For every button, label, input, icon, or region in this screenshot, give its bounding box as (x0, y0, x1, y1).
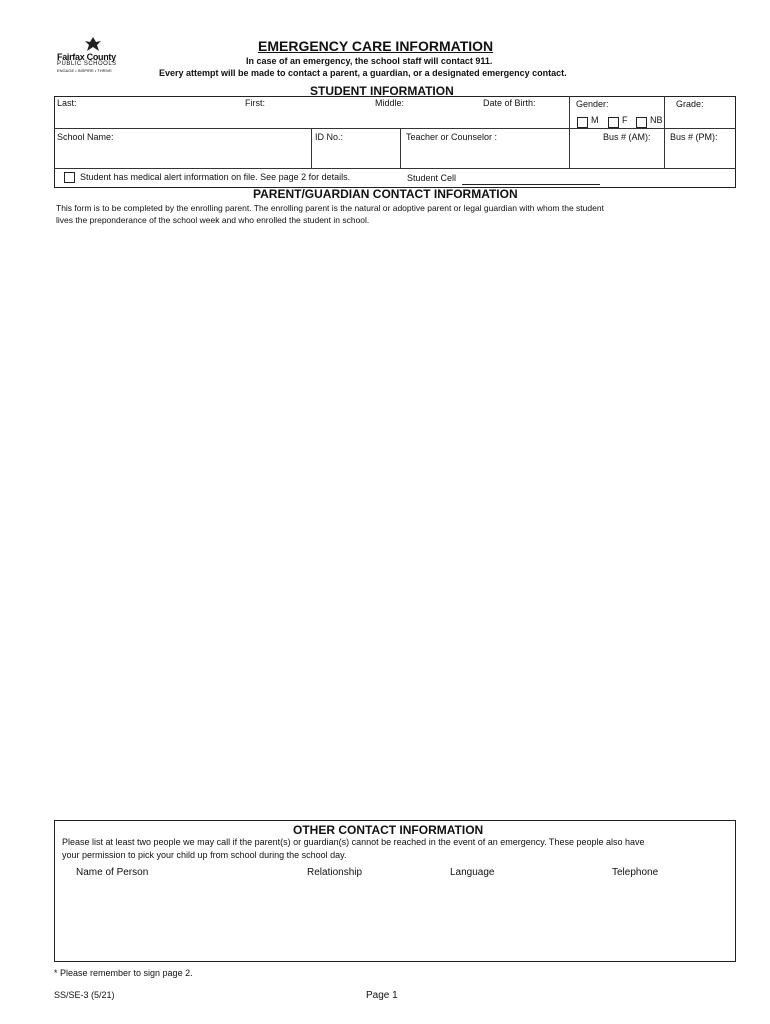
logo-emblem-icon (83, 36, 103, 52)
student-last-label: Last: (57, 98, 77, 108)
student-cell-label: Student Cell (407, 173, 457, 183)
gender-nb-checkbox[interactable] (636, 117, 647, 128)
student-gender-label: Gender: (576, 99, 609, 109)
col-relationship-header: Relationship (307, 867, 363, 878)
medical-alert-checkbox[interactable] (64, 172, 75, 183)
col-telephone-header: Telephone (612, 867, 659, 878)
other-contacts-intro2: your permission to pick your child up from school during the school day. (62, 850, 347, 860)
col-language-header: Language (450, 867, 495, 878)
medical-alert-label: Student has medical alert information on file. See page 2 for details. (80, 172, 351, 182)
bus-am-label: Bus # (AM): (603, 132, 651, 142)
parent-intro-line1: This form is to be completed by the enrolling parent. The enrolling parent is the natural or adoptive parent or legal guardian with whom the student (56, 203, 604, 213)
page-title: EMERGENCY CARE INFORMATION (258, 38, 494, 54)
student-middle-label: Middle: (375, 98, 405, 108)
logo-line3: ENGAGE • INSPIRE • THRIVE (57, 68, 112, 73)
fcps-logo (55, 36, 130, 76)
page-number: Page 1 (366, 990, 398, 1001)
student-section-heading: STUDENT INFORMATION (310, 84, 454, 98)
gender-m-checkbox[interactable] (577, 117, 588, 128)
logo-line2: PUBLIC SCHOOLS (57, 61, 117, 67)
student-first-label: First: (245, 98, 265, 108)
gender-nb-label: NB (650, 115, 663, 125)
teacher-label: Teacher or Counselor : (406, 132, 498, 142)
gender-f-checkbox[interactable] (608, 117, 619, 128)
form-id: SS/SE-3 (5/21) (54, 990, 115, 1000)
header-line2: Every attempt will be made to contact a parent, a guardian, or a designated emergency contact. (159, 68, 567, 78)
other-contacts-intro1: Please list at least two people we may call if the parent(s) or guardian(s) cannot be reached in the event of an emergency. These people also have (62, 837, 645, 847)
gender-f-label: F (622, 115, 628, 125)
parent-intro-line2: lives the preponderance of the school week and who enrolled the student in school. (56, 215, 370, 225)
other-contacts-heading: OTHER CONTACT INFORMATION (293, 823, 484, 837)
header-line1: In case of an emergency, the school staff will contact 911. (246, 56, 493, 66)
school-name-label: School Name: (57, 132, 114, 142)
parent-section-heading: PARENT/GUARDIAN CONTACT INFORMATION (253, 187, 518, 201)
student-grade-label: Grade: (676, 99, 704, 109)
student-id-label: ID No.: (315, 132, 344, 142)
bus-pm-label: Bus # (PM): (670, 132, 718, 142)
gender-m-label: M (591, 115, 599, 125)
student-cell-line[interactable] (462, 184, 600, 185)
student-dob-label: Date of Birth: (483, 98, 536, 108)
sign-reminder: * Please remember to sign page 2. (54, 968, 193, 978)
col-name-header: Name of Person (76, 867, 149, 878)
logo-line1: Fairfax County (57, 52, 116, 62)
